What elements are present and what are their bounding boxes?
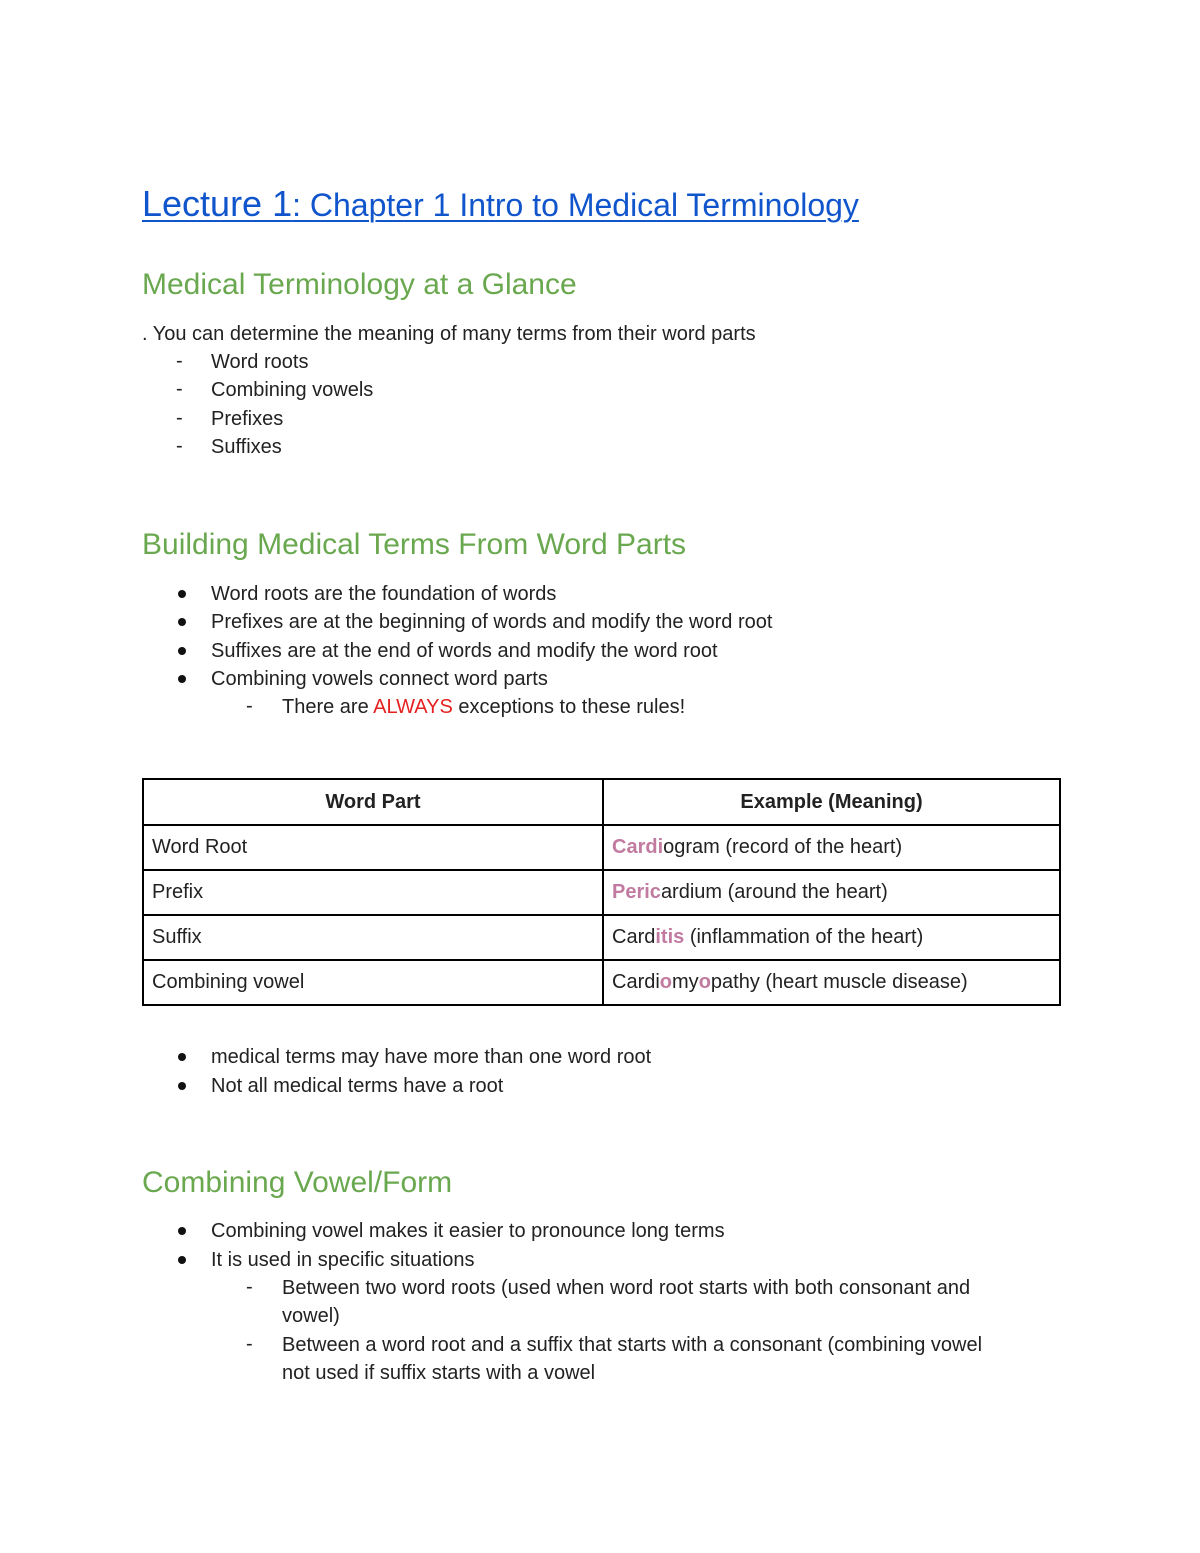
list-item: Combining vowels	[211, 379, 374, 401]
note-text: exceptions to these rules!	[452, 696, 686, 718]
example-text: my	[672, 971, 699, 993]
dash-marker: -	[246, 695, 253, 717]
heading-glance: Medical Terminology at a Glance	[142, 268, 577, 301]
glance-intro: . You can determine the meaning of many terms from their word parts	[142, 323, 756, 345]
list-item: Suffixes	[211, 436, 282, 458]
dash-marker: -	[176, 378, 183, 400]
highlighted-word-part: o	[659, 971, 673, 993]
highlighted-word-part: itis	[655, 926, 685, 948]
cell-word-part: Word Root	[143, 825, 603, 870]
cell-word-part: Prefix	[143, 870, 603, 915]
dash-marker: -	[176, 435, 183, 457]
example-text: Cardi	[612, 971, 660, 993]
cell-example	[603, 915, 1060, 960]
cell-example	[603, 825, 1060, 870]
sub-list-item-cont: vowel)	[282, 1305, 340, 1327]
list-item: Word roots	[211, 351, 309, 373]
example-text: pathy (heart muscle disease)	[710, 971, 968, 993]
title-main: Lecture 1	[142, 183, 293, 224]
exceptions-note	[282, 693, 685, 721]
cell-example	[603, 870, 1060, 915]
bullet-icon	[178, 647, 186, 655]
sub-list-item: Between two word roots (used when word root starts with both consonant and	[282, 1277, 971, 1299]
list-item: Prefixes are at the beginning of words and modify the word root	[211, 611, 773, 633]
cell-word-part: Suffix	[143, 915, 603, 960]
sub-list-item: Between a word root and a suffix that starts with a consonant (combining vowel	[282, 1334, 983, 1356]
cell-word-part: Combining vowel	[143, 960, 603, 1005]
sub-list-item-cont: not used if suffix starts with a vowel	[282, 1362, 596, 1384]
list-item: Prefixes	[211, 408, 284, 430]
bullet-icon	[178, 1053, 186, 1061]
dash-marker: -	[176, 407, 183, 429]
example-text: Card	[612, 926, 656, 948]
table-header-row	[143, 779, 1060, 825]
header-word-part: Word Part	[143, 779, 603, 825]
highlighted-word-part: Peric	[612, 881, 661, 903]
list-item: Combining vowels connect word parts	[211, 668, 548, 690]
bullet-icon	[178, 1082, 186, 1090]
table-row	[143, 915, 1060, 960]
heading-building: Building Medical Terms From Word Parts	[142, 528, 687, 561]
bullet-icon	[178, 1256, 186, 1264]
highlighted-word-part: o	[698, 971, 711, 993]
bullet-icon	[178, 590, 186, 598]
table-row	[143, 870, 1060, 915]
table-row	[143, 960, 1060, 1005]
heading-combining: Combining Vowel/Form	[142, 1166, 453, 1199]
title-sub: : Chapter 1 Intro to Medical Terminology	[292, 187, 859, 223]
list-item: medical terms may have more than one word root	[211, 1046, 652, 1068]
list-item: Combining vowel makes it easier to pronounce long terms	[211, 1220, 725, 1242]
header-example: Example (Meaning)	[603, 779, 1060, 825]
list-item: It is used in specific situations	[211, 1249, 475, 1271]
example-text: ardium (around the heart)	[660, 881, 888, 903]
table-row	[143, 825, 1060, 870]
note-emphasis: ALWAYS	[373, 696, 453, 718]
example-text: (inflammation of the heart)	[684, 926, 924, 948]
list-item: Suffixes are at the end of words and modify the word root	[211, 640, 718, 662]
list-item: Not all medical terms have a root	[211, 1075, 504, 1097]
dash-marker: -	[246, 1276, 253, 1298]
dash-marker: -	[246, 1333, 253, 1355]
cell-example	[603, 960, 1060, 1005]
note-text: There are	[282, 696, 374, 718]
bullet-icon	[178, 675, 186, 683]
example-text: ogram (record of the heart)	[663, 836, 903, 858]
bullet-icon	[178, 1227, 186, 1235]
list-item: Word roots are the foundation of words	[211, 583, 557, 605]
page-title[interactable]	[142, 183, 859, 225]
highlighted-word-part: Cardi	[612, 836, 664, 858]
word-part-table	[142, 778, 1061, 1006]
bullet-icon	[178, 618, 186, 626]
dash-marker: -	[176, 350, 183, 372]
